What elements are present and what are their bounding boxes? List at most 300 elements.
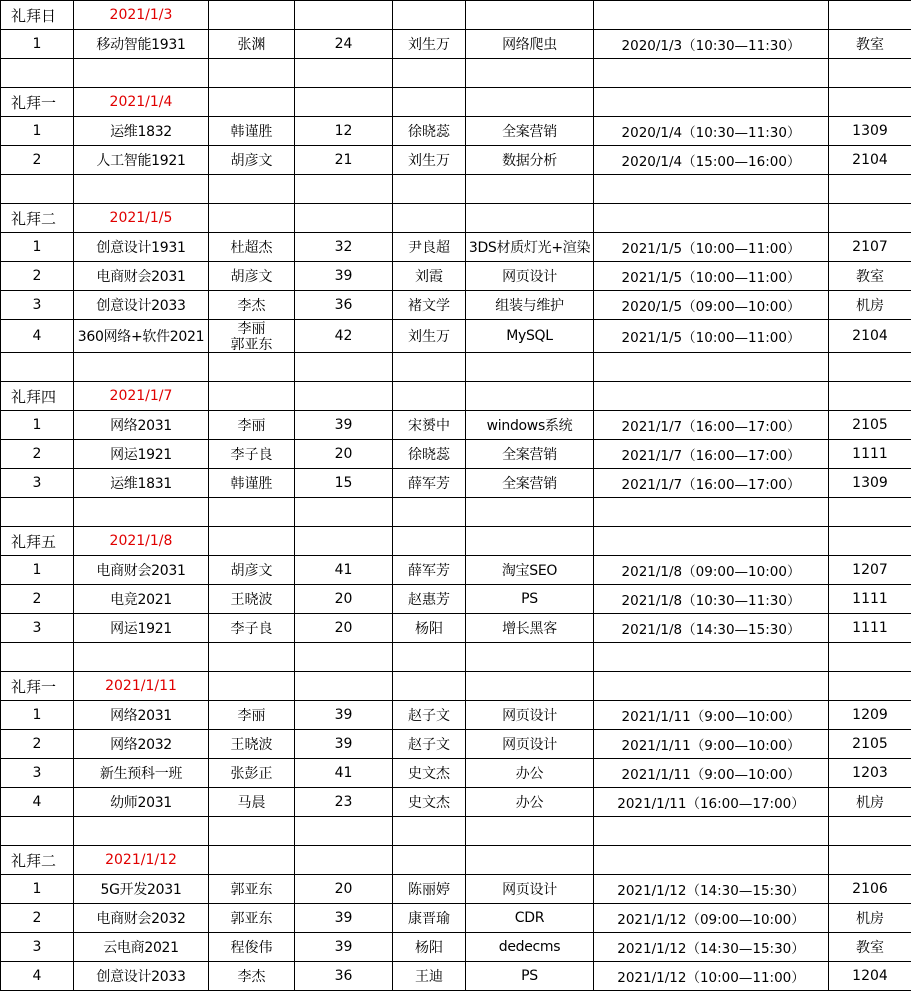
exam-row: [1, 701, 911, 730]
blank-cell[interactable]: [295, 382, 393, 411]
teacher-cell[interactable]: 王晓波: [209, 585, 295, 614]
row-number-cell[interactable]: 3: [1, 291, 74, 320]
exam-time-cell[interactable]: 2021/1/5（10:00—11:00）: [594, 320, 829, 353]
exam-row: [1, 440, 911, 469]
blank-cell[interactable]: [209, 353, 295, 382]
blank-cell[interactable]: [594, 88, 829, 117]
blank-cell[interactable]: [295, 175, 393, 204]
course-cell[interactable]: 3DS材质灯光+渲染: [466, 233, 594, 262]
course-cell[interactable]: 组装与维护: [466, 291, 594, 320]
class-name-cell[interactable]: 360网络+软件2021: [74, 320, 209, 353]
student-count-cell[interactable]: 39: [295, 904, 393, 933]
exam-row: [1, 962, 911, 991]
teacher-cell[interactable]: 郭亚东: [209, 875, 295, 904]
row-number-cell[interactable]: 3: [1, 933, 74, 962]
room-cell[interactable]: 1204: [829, 962, 911, 991]
invigilator-cell[interactable]: 褚文学: [393, 291, 466, 320]
blank-cell[interactable]: [594, 846, 829, 875]
blank-cell[interactable]: [466, 59, 594, 88]
blank-cell[interactable]: [1, 643, 74, 672]
blank-cell[interactable]: [209, 498, 295, 527]
class-name-cell[interactable]: 网运1921: [74, 614, 209, 643]
room-cell[interactable]: 2105: [829, 411, 911, 440]
row-number-cell[interactable]: 1: [1, 233, 74, 262]
exam-time-cell[interactable]: 2021/1/12（14:30—15:30）: [594, 933, 829, 962]
class-name-cell[interactable]: 运维1831: [74, 469, 209, 498]
exam-row: [1, 730, 911, 759]
exam-time-cell[interactable]: 2020/1/5（09:00—10:00）: [594, 291, 829, 320]
blank-cell[interactable]: [295, 846, 393, 875]
blank-cell[interactable]: [829, 353, 911, 382]
exam-time-cell[interactable]: 2021/1/12（09:00—10:00）: [594, 904, 829, 933]
blank-cell[interactable]: [209, 88, 295, 117]
row-number-cell[interactable]: 1: [1, 875, 74, 904]
row-number-cell[interactable]: 1: [1, 117, 74, 146]
teacher-cell[interactable]: 张彭正: [209, 759, 295, 788]
invigilator-cell[interactable]: 刘生万: [393, 146, 466, 175]
blank-cell[interactable]: [466, 527, 594, 556]
exam-time-cell[interactable]: 2021/1/11（9:00—10:00）: [594, 730, 829, 759]
exam-row: [1, 30, 911, 59]
blank-cell[interactable]: [295, 498, 393, 527]
exam-time-cell[interactable]: 2021/1/7（16:00—17:00）: [594, 469, 829, 498]
blank-cell[interactable]: [393, 175, 466, 204]
course-cell[interactable]: 办公: [466, 759, 594, 788]
invigilator-cell[interactable]: 杨阳: [393, 614, 466, 643]
exam-time-cell[interactable]: 2021/1/12（14:30—15:30）: [594, 875, 829, 904]
course-cell[interactable]: 增长黑客: [466, 614, 594, 643]
blank-cell[interactable]: [594, 643, 829, 672]
teacher-cell[interactable]: 杜超杰: [209, 233, 295, 262]
student-count-cell[interactable]: 24: [295, 30, 393, 59]
blank-cell[interactable]: [209, 382, 295, 411]
course-cell[interactable]: 网络爬虫: [466, 30, 594, 59]
blank-cell[interactable]: [393, 1, 466, 30]
class-name-cell[interactable]: 网络2031: [74, 701, 209, 730]
invigilator-cell[interactable]: 史文杰: [393, 759, 466, 788]
student-count-cell[interactable]: 20: [295, 585, 393, 614]
blank-cell[interactable]: [295, 643, 393, 672]
blank-cell[interactable]: [466, 204, 594, 233]
weekday-label[interactable]: 礼拜二: [1, 204, 74, 233]
blank-cell[interactable]: [1, 175, 74, 204]
room-cell[interactable]: 机房: [829, 788, 911, 817]
invigilator-cell[interactable]: 杨阳: [393, 933, 466, 962]
blank-cell[interactable]: [594, 527, 829, 556]
row-number-cell[interactable]: 2: [1, 904, 74, 933]
teacher-cell[interactable]: 胡彦文: [209, 556, 295, 585]
row-number-cell[interactable]: 1: [1, 411, 74, 440]
blank-cell[interactable]: [295, 1, 393, 30]
row-number-cell[interactable]: 2: [1, 440, 74, 469]
blank-cell[interactable]: [466, 672, 594, 701]
blank-cell[interactable]: [393, 353, 466, 382]
exam-time-cell[interactable]: 2021/1/7（16:00—17:00）: [594, 440, 829, 469]
class-name-cell[interactable]: 创意设计1931: [74, 233, 209, 262]
blank-cell[interactable]: [209, 672, 295, 701]
class-name-cell[interactable]: 新生预科一班: [74, 759, 209, 788]
day-header-row: [1, 88, 911, 117]
blank-cell[interactable]: [1, 59, 74, 88]
class-name-cell[interactable]: 创意设计2033: [74, 291, 209, 320]
date-label[interactable]: 2021/1/3: [74, 1, 209, 30]
blank-cell[interactable]: [594, 59, 829, 88]
date-label[interactable]: 2021/1/11: [74, 672, 209, 701]
exam-time-cell[interactable]: 2021/1/11（9:00—10:00）: [594, 759, 829, 788]
student-count-cell[interactable]: 39: [295, 411, 393, 440]
course-cell[interactable]: 办公: [466, 788, 594, 817]
blank-cell[interactable]: [829, 817, 911, 846]
blank-cell[interactable]: [393, 204, 466, 233]
exam-time-cell[interactable]: 2021/1/11（16:00—17:00）: [594, 788, 829, 817]
class-name-cell[interactable]: 运维1832: [74, 117, 209, 146]
exam-time-cell[interactable]: 2021/1/5（10:00—11:00）: [594, 233, 829, 262]
student-count-cell[interactable]: 41: [295, 556, 393, 585]
teacher-cell[interactable]: 李子良: [209, 440, 295, 469]
blank-cell[interactable]: [829, 88, 911, 117]
blank-cell[interactable]: [466, 846, 594, 875]
blank-cell[interactable]: [393, 498, 466, 527]
row-number-cell[interactable]: 1: [1, 556, 74, 585]
teacher-name: 李丽: [209, 323, 294, 336]
blank-cell[interactable]: [295, 88, 393, 117]
blank-cell[interactable]: [466, 498, 594, 527]
blank-cell[interactable]: [594, 817, 829, 846]
day-header-row: [1, 527, 911, 556]
invigilator-cell[interactable]: 赵子文: [393, 730, 466, 759]
blank-cell[interactable]: [466, 88, 594, 117]
exam-row: [1, 875, 911, 904]
blank-cell[interactable]: [466, 817, 594, 846]
row-number-cell[interactable]: 1: [1, 30, 74, 59]
blank-cell[interactable]: [829, 175, 911, 204]
blank-cell[interactable]: [295, 204, 393, 233]
course-cell[interactable]: 网页设计: [466, 730, 594, 759]
room-cell[interactable]: 机房: [829, 904, 911, 933]
exam-row: [1, 262, 911, 291]
class-name-cell[interactable]: 创意设计2033: [74, 962, 209, 991]
room-cell[interactable]: 教室: [829, 933, 911, 962]
teacher-cell[interactable]: 李丽: [209, 701, 295, 730]
student-count-cell[interactable]: 20: [295, 440, 393, 469]
invigilator-cell[interactable]: 刘生万: [393, 30, 466, 59]
course-cell[interactable]: 网页设计: [466, 262, 594, 291]
room-cell[interactable]: 1111: [829, 585, 911, 614]
room-cell[interactable]: 2107: [829, 233, 911, 262]
invigilator-cell[interactable]: 康晋瑜: [393, 904, 466, 933]
invigilator-cell[interactable]: 赵惠芳: [393, 585, 466, 614]
row-number-cell[interactable]: 2: [1, 262, 74, 291]
student-count-cell[interactable]: 39: [295, 933, 393, 962]
row-number-cell[interactable]: 3: [1, 759, 74, 788]
blank-row: [1, 353, 911, 382]
blank-row: [1, 817, 911, 846]
blank-cell[interactable]: [74, 353, 209, 382]
class-name-cell[interactable]: 网络2031: [74, 411, 209, 440]
course-cell[interactable]: 网页设计: [466, 701, 594, 730]
blank-cell[interactable]: [295, 817, 393, 846]
invigilator-cell[interactable]: 刘霞: [393, 262, 466, 291]
blank-row: [1, 59, 911, 88]
student-count-cell[interactable]: 39: [295, 701, 393, 730]
teacher-cell[interactable]: 马晨: [209, 788, 295, 817]
teacher-cell[interactable]: 郭亚东: [209, 904, 295, 933]
blank-cell[interactable]: [466, 1, 594, 30]
row-number-cell[interactable]: 4: [1, 962, 74, 991]
course-cell[interactable]: dedecms: [466, 933, 594, 962]
room-cell[interactable]: 1111: [829, 440, 911, 469]
course-cell[interactable]: 淘宝SEO: [466, 556, 594, 585]
exam-time-cell[interactable]: 2021/1/7（16:00—17:00）: [594, 411, 829, 440]
exam-row: [1, 585, 911, 614]
course-cell[interactable]: 全案营销: [466, 440, 594, 469]
exam-time-cell[interactable]: 2020/1/4（10:30—11:30）: [594, 117, 829, 146]
room-cell[interactable]: 2104: [829, 320, 911, 353]
blank-cell[interactable]: [829, 643, 911, 672]
blank-cell[interactable]: [829, 527, 911, 556]
teacher-cell[interactable]: 张渊: [209, 30, 295, 59]
exam-time-cell[interactable]: 2021/1/5（10:00—11:00）: [594, 262, 829, 291]
blank-cell[interactable]: [594, 382, 829, 411]
room-cell[interactable]: 2104: [829, 146, 911, 175]
exam-row: [1, 788, 911, 817]
blank-cell[interactable]: [74, 498, 209, 527]
blank-cell[interactable]: [209, 817, 295, 846]
exam-row: [1, 233, 911, 262]
invigilator-cell[interactable]: 刘生万: [393, 320, 466, 353]
blank-cell[interactable]: [594, 498, 829, 527]
weekday-label[interactable]: 礼拜一: [1, 672, 74, 701]
invigilator-cell[interactable]: 薛军芳: [393, 556, 466, 585]
exam-time-cell[interactable]: 2021/1/12（10:00—11:00）: [594, 962, 829, 991]
weekday-label[interactable]: 礼拜五: [1, 527, 74, 556]
room-cell[interactable]: 1207: [829, 556, 911, 585]
student-count-cell[interactable]: 41: [295, 759, 393, 788]
blank-cell[interactable]: [829, 1, 911, 30]
student-count-cell[interactable]: 39: [295, 730, 393, 759]
class-name-cell[interactable]: 电商财会2031: [74, 556, 209, 585]
blank-cell[interactable]: [295, 59, 393, 88]
teacher-cell[interactable]: 王晓波: [209, 730, 295, 759]
course-cell[interactable]: 网页设计: [466, 875, 594, 904]
blank-cell[interactable]: [74, 59, 209, 88]
table-body: [1, 1, 911, 991]
exam-time-cell[interactable]: 2021/1/8（14:30—15:30）: [594, 614, 829, 643]
day-header-row: [1, 846, 911, 875]
teacher-cell[interactable]: 胡彦文: [209, 262, 295, 291]
room-cell[interactable]: 1111: [829, 614, 911, 643]
teacher-cell[interactable]: 李子良: [209, 614, 295, 643]
row-number-cell[interactable]: 1: [1, 701, 74, 730]
student-count-cell[interactable]: 21: [295, 146, 393, 175]
invigilator-cell[interactable]: 徐晓蕊: [393, 440, 466, 469]
course-cell[interactable]: MySQL: [466, 320, 594, 353]
blank-cell[interactable]: [393, 88, 466, 117]
row-number-cell[interactable]: 4: [1, 788, 74, 817]
blank-cell[interactable]: [594, 1, 829, 30]
student-count-cell[interactable]: 39: [295, 262, 393, 291]
student-count-cell[interactable]: 32: [295, 233, 393, 262]
blank-cell[interactable]: [209, 527, 295, 556]
invigilator-cell[interactable]: 徐晓蕊: [393, 117, 466, 146]
student-count-cell[interactable]: 36: [295, 291, 393, 320]
row-number-cell[interactable]: 3: [1, 469, 74, 498]
blank-cell[interactable]: [393, 59, 466, 88]
blank-cell[interactable]: [594, 204, 829, 233]
blank-cell[interactable]: [1, 353, 74, 382]
exam-time-cell[interactable]: 2021/1/11（9:00—10:00）: [594, 701, 829, 730]
student-count-cell[interactable]: 36: [295, 962, 393, 991]
course-cell[interactable]: 数据分析: [466, 146, 594, 175]
blank-cell[interactable]: [295, 527, 393, 556]
date-label[interactable]: 2021/1/8: [74, 527, 209, 556]
teacher-cell[interactable]: 胡彦文: [209, 146, 295, 175]
class-name-cell[interactable]: 网运1921: [74, 440, 209, 469]
room-cell[interactable]: 2106: [829, 875, 911, 904]
teacher-cell[interactable]: 程俊伟: [209, 933, 295, 962]
room-cell[interactable]: 教室: [829, 262, 911, 291]
blank-cell[interactable]: [829, 672, 911, 701]
weekday-label[interactable]: 礼拜一: [1, 88, 74, 117]
teacher-cell[interactable]: 韩谨胜: [209, 469, 295, 498]
blank-cell[interactable]: [295, 353, 393, 382]
date-label[interactable]: 2021/1/5: [74, 204, 209, 233]
blank-cell[interactable]: [209, 846, 295, 875]
invigilator-cell[interactable]: 尹良超: [393, 233, 466, 262]
course-cell[interactable]: CDR: [466, 904, 594, 933]
exam-time-cell[interactable]: 2020/1/3（10:30—11:30）: [594, 30, 829, 59]
blank-cell[interactable]: [829, 382, 911, 411]
teacher-cell[interactable]: 李杰: [209, 291, 295, 320]
room-cell[interactable]: 1309: [829, 469, 911, 498]
exam-row: [1, 556, 911, 585]
blank-cell[interactable]: [1, 498, 74, 527]
class-name-cell[interactable]: 云电商2021: [74, 933, 209, 962]
course-cell[interactable]: 全案营销: [466, 469, 594, 498]
date-label[interactable]: 2021/1/12: [74, 846, 209, 875]
exam-row: [1, 291, 911, 320]
blank-cell[interactable]: [209, 204, 295, 233]
day-header-row: [1, 204, 911, 233]
blank-cell[interactable]: [209, 175, 295, 204]
room-cell[interactable]: 1309: [829, 117, 911, 146]
room-cell[interactable]: 教室: [829, 30, 911, 59]
invigilator-cell[interactable]: 赵子文: [393, 701, 466, 730]
blank-cell[interactable]: [74, 643, 209, 672]
class-name-cell[interactable]: 移动智能1931: [74, 30, 209, 59]
exam-row: [1, 411, 911, 440]
course-cell[interactable]: windows系统: [466, 411, 594, 440]
blank-cell[interactable]: [829, 59, 911, 88]
room-cell[interactable]: 1209: [829, 701, 911, 730]
student-count-cell[interactable]: 20: [295, 614, 393, 643]
course-cell[interactable]: 全案营销: [466, 117, 594, 146]
exam-row: [1, 614, 911, 643]
student-count-cell[interactable]: 42: [295, 320, 393, 353]
blank-cell[interactable]: [594, 672, 829, 701]
exam-time-cell[interactable]: 2021/1/8（10:30—11:30）: [594, 585, 829, 614]
teacher-cell[interactable]: [209, 320, 295, 353]
teacher-name-second: 郭亚东: [209, 339, 294, 352]
row-number-cell[interactable]: 3: [1, 614, 74, 643]
student-count-cell[interactable]: 23: [295, 788, 393, 817]
invigilator-cell[interactable]: 史文杰: [393, 788, 466, 817]
weekday-label[interactable]: 礼拜二: [1, 846, 74, 875]
blank-cell[interactable]: [393, 382, 466, 411]
class-name-cell[interactable]: 电商财会2032: [74, 904, 209, 933]
blank-row: [1, 498, 911, 527]
blank-cell[interactable]: [466, 175, 594, 204]
teacher-cell[interactable]: 韩谨胜: [209, 117, 295, 146]
class-name-cell[interactable]: 幼师2031: [74, 788, 209, 817]
blank-cell[interactable]: [393, 672, 466, 701]
row-number-cell[interactable]: 2: [1, 730, 74, 759]
course-cell[interactable]: PS: [466, 585, 594, 614]
blank-cell[interactable]: [74, 175, 209, 204]
blank-cell[interactable]: [466, 643, 594, 672]
blank-cell[interactable]: [295, 672, 393, 701]
room-cell[interactable]: 机房: [829, 291, 911, 320]
row-number-cell[interactable]: 4: [1, 320, 74, 353]
blank-cell[interactable]: [209, 643, 295, 672]
day-header-row: [1, 672, 911, 701]
class-name-cell[interactable]: 电竞2021: [74, 585, 209, 614]
blank-cell[interactable]: [393, 643, 466, 672]
blank-cell[interactable]: [466, 382, 594, 411]
teacher-cell[interactable]: 李杰: [209, 962, 295, 991]
blank-cell[interactable]: [209, 1, 295, 30]
course-cell[interactable]: PS: [466, 962, 594, 991]
room-cell[interactable]: 1203: [829, 759, 911, 788]
class-name-cell[interactable]: 网络2032: [74, 730, 209, 759]
blank-cell[interactable]: [393, 527, 466, 556]
blank-cell[interactable]: [829, 204, 911, 233]
student-count-cell[interactable]: 20: [295, 875, 393, 904]
blank-cell[interactable]: [829, 498, 911, 527]
teacher-cell[interactable]: 李丽: [209, 411, 295, 440]
room-cell[interactable]: 2105: [829, 730, 911, 759]
invigilator-cell[interactable]: 陈丽婷: [393, 875, 466, 904]
exam-time-cell[interactable]: 2020/1/4（15:00—16:00）: [594, 146, 829, 175]
blank-cell[interactable]: [829, 846, 911, 875]
blank-cell[interactable]: [393, 817, 466, 846]
class-name-cell[interactable]: 人工智能1921: [74, 146, 209, 175]
weekday-label[interactable]: 礼拜四: [1, 382, 74, 411]
blank-cell[interactable]: [1, 817, 74, 846]
blank-cell[interactable]: [74, 817, 209, 846]
weekday-label[interactable]: 礼拜日: [1, 1, 74, 30]
date-label[interactable]: 2021/1/4: [74, 88, 209, 117]
date-label[interactable]: 2021/1/7: [74, 382, 209, 411]
blank-cell[interactable]: [594, 175, 829, 204]
student-count-cell[interactable]: 15: [295, 469, 393, 498]
blank-cell[interactable]: [393, 846, 466, 875]
day-header-row: [1, 1, 911, 30]
blank-cell[interactable]: [209, 59, 295, 88]
blank-cell[interactable]: [466, 353, 594, 382]
exam-time-cell[interactable]: 2021/1/8（09:00—10:00）: [594, 556, 829, 585]
blank-cell[interactable]: [594, 353, 829, 382]
row-number-cell[interactable]: 2: [1, 146, 74, 175]
invigilator-cell[interactable]: 薛军芳: [393, 469, 466, 498]
invigilator-cell[interactable]: 王迪: [393, 962, 466, 991]
invigilator-cell[interactable]: 宋赟中: [393, 411, 466, 440]
row-number-cell[interactable]: 2: [1, 585, 74, 614]
student-count-cell[interactable]: 12: [295, 117, 393, 146]
class-name-cell[interactable]: 5G开发2031: [74, 875, 209, 904]
exam-row: [1, 146, 911, 175]
class-name-cell[interactable]: 电商财会2031: [74, 262, 209, 291]
